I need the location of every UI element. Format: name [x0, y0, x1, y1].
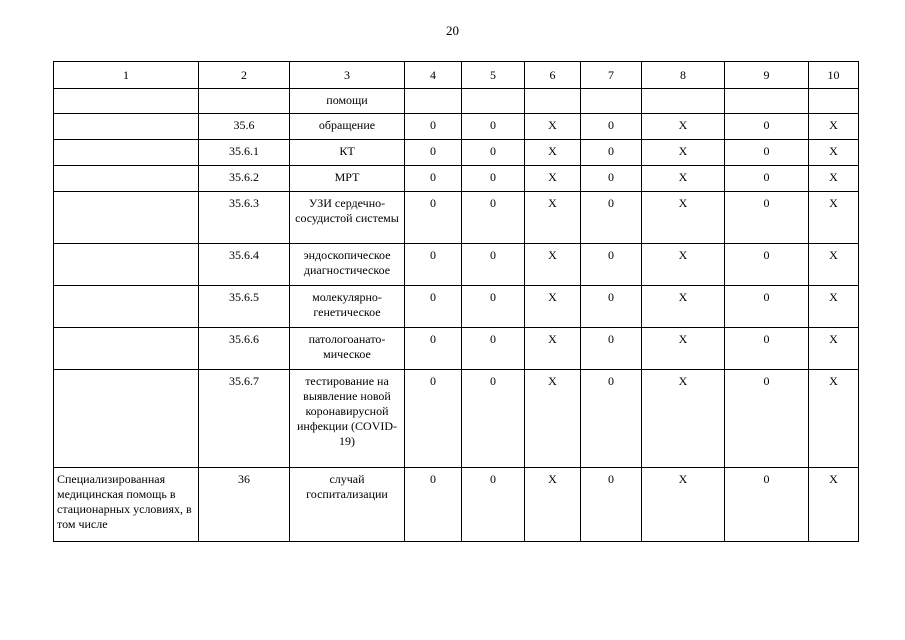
header-cell-8: 8	[642, 62, 725, 89]
cell-col8: X	[642, 244, 725, 286]
cell-col4: 0	[405, 166, 462, 192]
table-row	[54, 114, 859, 140]
cell-col6: X	[525, 244, 581, 286]
cell-col9: 0	[725, 140, 809, 166]
cell-col9: 0	[725, 468, 809, 542]
cell-col9: 0	[725, 192, 809, 244]
cell-unit: МРТ	[290, 166, 405, 192]
cell-col5: 0	[462, 114, 525, 140]
cell-col5: 0	[462, 286, 525, 328]
cell-col7: 0	[581, 286, 642, 328]
cell-col4: 0	[405, 370, 462, 468]
cell-col9: 0	[725, 370, 809, 468]
cell-col5: 0	[462, 468, 525, 542]
cell-section	[54, 370, 199, 468]
cell-code: 35.6.2	[199, 166, 290, 192]
cell-section: Специализированная медицинская помощь в стационарных условиях, в том числе	[54, 468, 199, 542]
cell-col7: 0	[581, 166, 642, 192]
cell-col9: 0	[725, 286, 809, 328]
table-row	[54, 468, 859, 542]
cell-col6: X	[525, 468, 581, 542]
cell-col6: X	[525, 114, 581, 140]
cell-code: 35.6.5	[199, 286, 290, 328]
table-header-row	[54, 62, 859, 89]
cell-col5: 0	[462, 192, 525, 244]
table-row	[54, 140, 859, 166]
cell-col4: 0	[405, 468, 462, 542]
cell-col6: X	[525, 370, 581, 468]
cell-code: 35.6.1	[199, 140, 290, 166]
cell-col8: X	[642, 166, 725, 192]
table-row	[54, 244, 859, 286]
cell-col10: X	[809, 286, 859, 328]
cell-section	[54, 89, 199, 114]
cell-col9: 0	[725, 166, 809, 192]
page-number: 20	[446, 23, 459, 38]
cell-col4: 0	[405, 140, 462, 166]
cell-col10: X	[809, 328, 859, 370]
table-row	[54, 192, 859, 244]
cell-section	[54, 244, 199, 286]
cell-code: 35.6.4	[199, 244, 290, 286]
cell-col7: 0	[581, 244, 642, 286]
cell-code: 36	[199, 468, 290, 542]
cell-col7: 0	[581, 468, 642, 542]
cell-col4	[405, 89, 462, 114]
cell-section	[54, 140, 199, 166]
cell-code: 35.6.3	[199, 192, 290, 244]
cell-col7: 0	[581, 140, 642, 166]
table-row	[54, 166, 859, 192]
cell-col4: 0	[405, 114, 462, 140]
cell-col7: 0	[581, 114, 642, 140]
cell-unit: УЗИ сердечно-сосудистой системы	[290, 192, 405, 244]
cell-unit: помощи	[290, 89, 405, 114]
table-row	[54, 328, 859, 370]
cell-col4: 0	[405, 328, 462, 370]
cell-col6: X	[525, 140, 581, 166]
cell-col10: X	[809, 468, 859, 542]
cell-section	[54, 166, 199, 192]
header-cell-9: 9	[725, 62, 809, 89]
cell-col6: X	[525, 166, 581, 192]
cell-unit: эндоскопическое диагностическое	[290, 244, 405, 286]
cell-col6: X	[525, 286, 581, 328]
cell-col6	[525, 89, 581, 114]
cell-col5: 0	[462, 370, 525, 468]
cell-col10: X	[809, 114, 859, 140]
cell-col7: 0	[581, 192, 642, 244]
cell-col6: X	[525, 328, 581, 370]
cell-unit: случай госпитализации	[290, 468, 405, 542]
cell-section	[54, 114, 199, 140]
cell-col10: X	[809, 140, 859, 166]
header-cell-5: 5	[462, 62, 525, 89]
cell-col9: 0	[725, 328, 809, 370]
cell-col5: 0	[462, 166, 525, 192]
cell-col8: X	[642, 468, 725, 542]
cell-col10: X	[809, 370, 859, 468]
cell-col8: X	[642, 286, 725, 328]
cell-col8	[642, 89, 725, 114]
cell-code	[199, 89, 290, 114]
cell-unit: тестирование на выявление новой коронавирусной инфекции (COVID-19)	[290, 370, 405, 468]
cell-col9: 0	[725, 114, 809, 140]
cell-col10	[809, 89, 859, 114]
cell-section	[54, 328, 199, 370]
cell-section	[54, 286, 199, 328]
cell-col5	[462, 89, 525, 114]
cell-col9	[725, 89, 809, 114]
cell-code: 35.6.7	[199, 370, 290, 468]
cell-col9: 0	[725, 244, 809, 286]
header-cell-2: 2	[199, 62, 290, 89]
cell-unit: обращение	[290, 114, 405, 140]
cell-unit: молекулярно-генетическое	[290, 286, 405, 328]
cell-col5: 0	[462, 328, 525, 370]
cell-col5: 0	[462, 140, 525, 166]
table-row	[54, 89, 859, 114]
cell-col7	[581, 89, 642, 114]
table-row	[54, 370, 859, 468]
cell-unit: КТ	[290, 140, 405, 166]
cell-col4: 0	[405, 286, 462, 328]
cell-col4: 0	[405, 244, 462, 286]
data-table	[53, 61, 859, 542]
cell-unit: патологоанато-мическое	[290, 328, 405, 370]
cell-code: 35.6.6	[199, 328, 290, 370]
cell-col4: 0	[405, 192, 462, 244]
cell-col7: 0	[581, 328, 642, 370]
header-cell-4: 4	[405, 62, 462, 89]
cell-col8: X	[642, 328, 725, 370]
table-row	[54, 286, 859, 328]
cell-col6: X	[525, 192, 581, 244]
cell-col10: X	[809, 166, 859, 192]
cell-col5: 0	[462, 244, 525, 286]
header-cell-6: 6	[525, 62, 581, 89]
cell-code: 35.6	[199, 114, 290, 140]
header-cell-7: 7	[581, 62, 642, 89]
header-cell-10: 10	[809, 62, 859, 89]
cell-col10: X	[809, 192, 859, 244]
cell-col8: X	[642, 370, 725, 468]
header-cell-3: 3	[290, 62, 405, 89]
cell-col8: X	[642, 140, 725, 166]
cell-section	[54, 192, 199, 244]
header-cell-1: 1	[54, 62, 199, 89]
cell-col8: X	[642, 114, 725, 140]
cell-col7: 0	[581, 370, 642, 468]
cell-col8: X	[642, 192, 725, 244]
cell-col10: X	[809, 244, 859, 286]
